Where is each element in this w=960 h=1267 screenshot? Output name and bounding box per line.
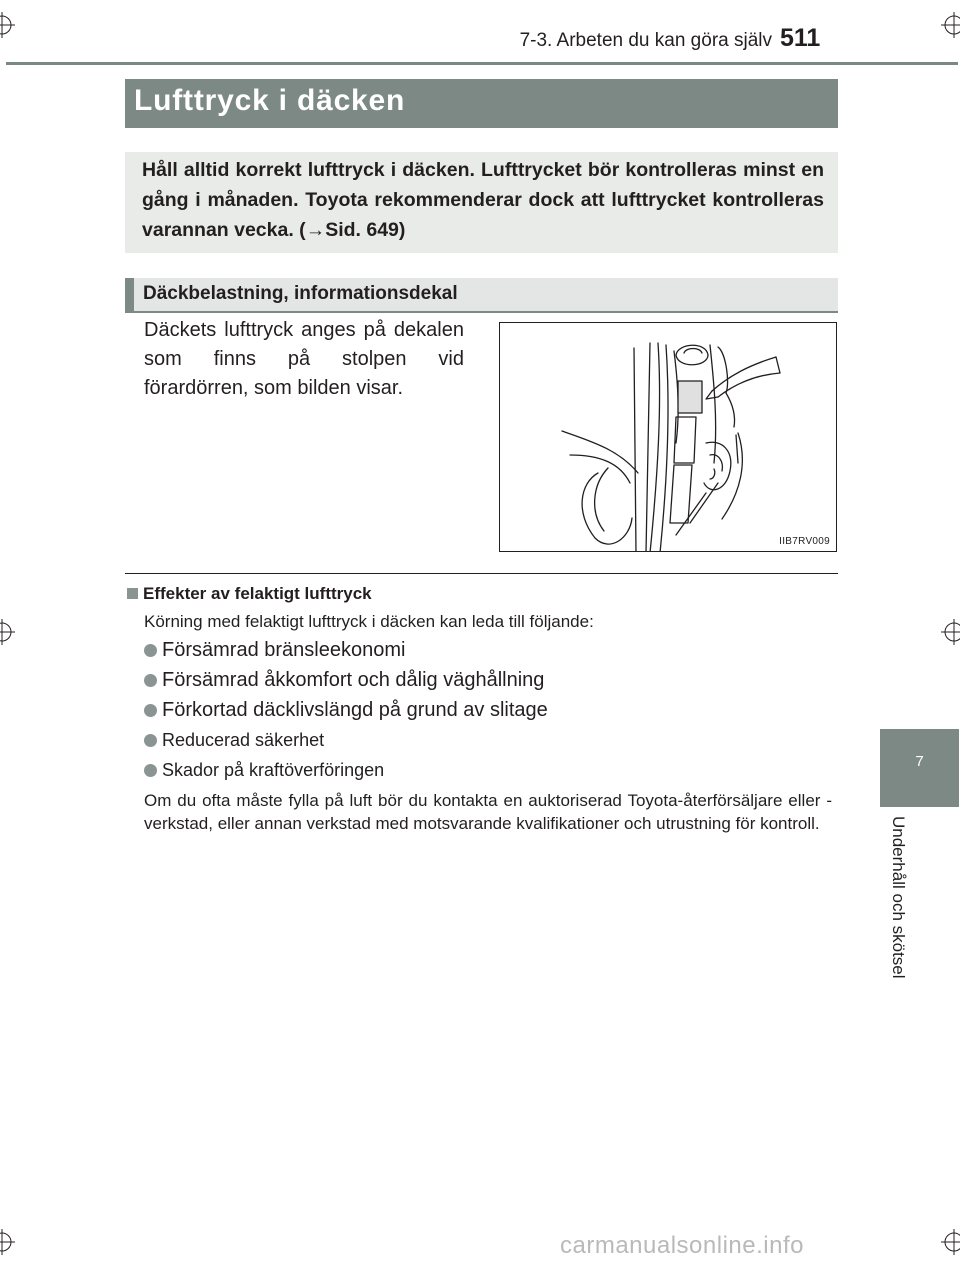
intro-text-main: Håll alltid korrekt lufttryck i däcken. Lufttrycket bör kontrolleras minst en gång i månaden. Toyota rekommenderar dock att lufttrycket kontrolleras varannan vecka. ( (142, 159, 824, 241)
subheading-bar (125, 278, 838, 313)
page-reference-link[interactable]: Sid. 649) (325, 219, 406, 241)
intro-text (142, 155, 824, 245)
list-item (144, 699, 548, 722)
effects-intro: Körning med felaktigt lufttryck i däcken kan leda till följande: (144, 612, 594, 631)
body-paragraph: Däckets lufttryck anges på dekalen som finns på stolpen vid förardörren, som bilden visar. (144, 319, 464, 399)
door-pillar-label-illustration (499, 322, 837, 552)
illustration-code: IIB7RV009 (779, 536, 830, 547)
round-bullet-icon (144, 674, 157, 687)
watermark: carmanualsonline.info (560, 1232, 804, 1259)
square-bullet-icon (127, 588, 138, 599)
door-pillar-drawing-icon (500, 323, 837, 552)
list-item (144, 669, 544, 692)
registration-mark-icon (0, 1229, 15, 1255)
list-item-text: Skador på kraftöverföringen (162, 760, 385, 780)
chapter-number: 7 (915, 753, 924, 770)
chapter-tab[interactable] (880, 729, 959, 807)
round-bullet-icon (144, 644, 157, 657)
arrow-right-icon: → (305, 219, 326, 241)
page-title-bar (125, 79, 838, 128)
registration-mark-icon (941, 619, 960, 645)
registration-mark-icon (0, 619, 15, 645)
list-item-text: Försämrad åkkomfort och dålig väghållning (162, 669, 545, 691)
round-bullet-icon (144, 734, 157, 747)
round-bullet-icon (144, 704, 157, 717)
intro-box (125, 152, 838, 253)
subheading-accent (125, 278, 134, 311)
list-item (144, 730, 324, 751)
section-heading: 7-3. Arbeten du kan göra själv (519, 30, 772, 51)
list-item-text: Förkortad däcklivslängd på grund av slitage (162, 699, 548, 721)
page-number: 511 (780, 24, 821, 52)
chapter-label-text: Underhåll och skötsel (889, 816, 908, 979)
section-divider (125, 573, 838, 574)
subheading: Däckbelastning, informationsdekal (143, 283, 458, 304)
effects-heading (127, 584, 372, 604)
chapter-label (886, 816, 910, 1006)
list-item (144, 639, 405, 662)
list-item-text: Reducerad säkerhet (162, 730, 325, 750)
round-bullet-icon (144, 764, 157, 777)
effects-heading-text: Effekter av felaktigt lufttryck (143, 584, 372, 603)
list-item-text: Försämrad bränsleekonomi (162, 639, 406, 661)
effects-footer: Om du ofta måste fylla på luft bör du kontakta en auktoriserad Toyota-återförsäljare eller -verkstad, eller annan verkstad med motsvarande kvalifikationer och utrustning för kontroll. (144, 791, 832, 833)
registration-mark-icon (0, 12, 15, 38)
registration-mark-icon (941, 12, 960, 38)
registration-mark-icon (941, 1229, 960, 1255)
page-title: Lufttryck i däcken (134, 84, 406, 117)
header-divider (6, 62, 958, 65)
list-item (144, 760, 384, 781)
